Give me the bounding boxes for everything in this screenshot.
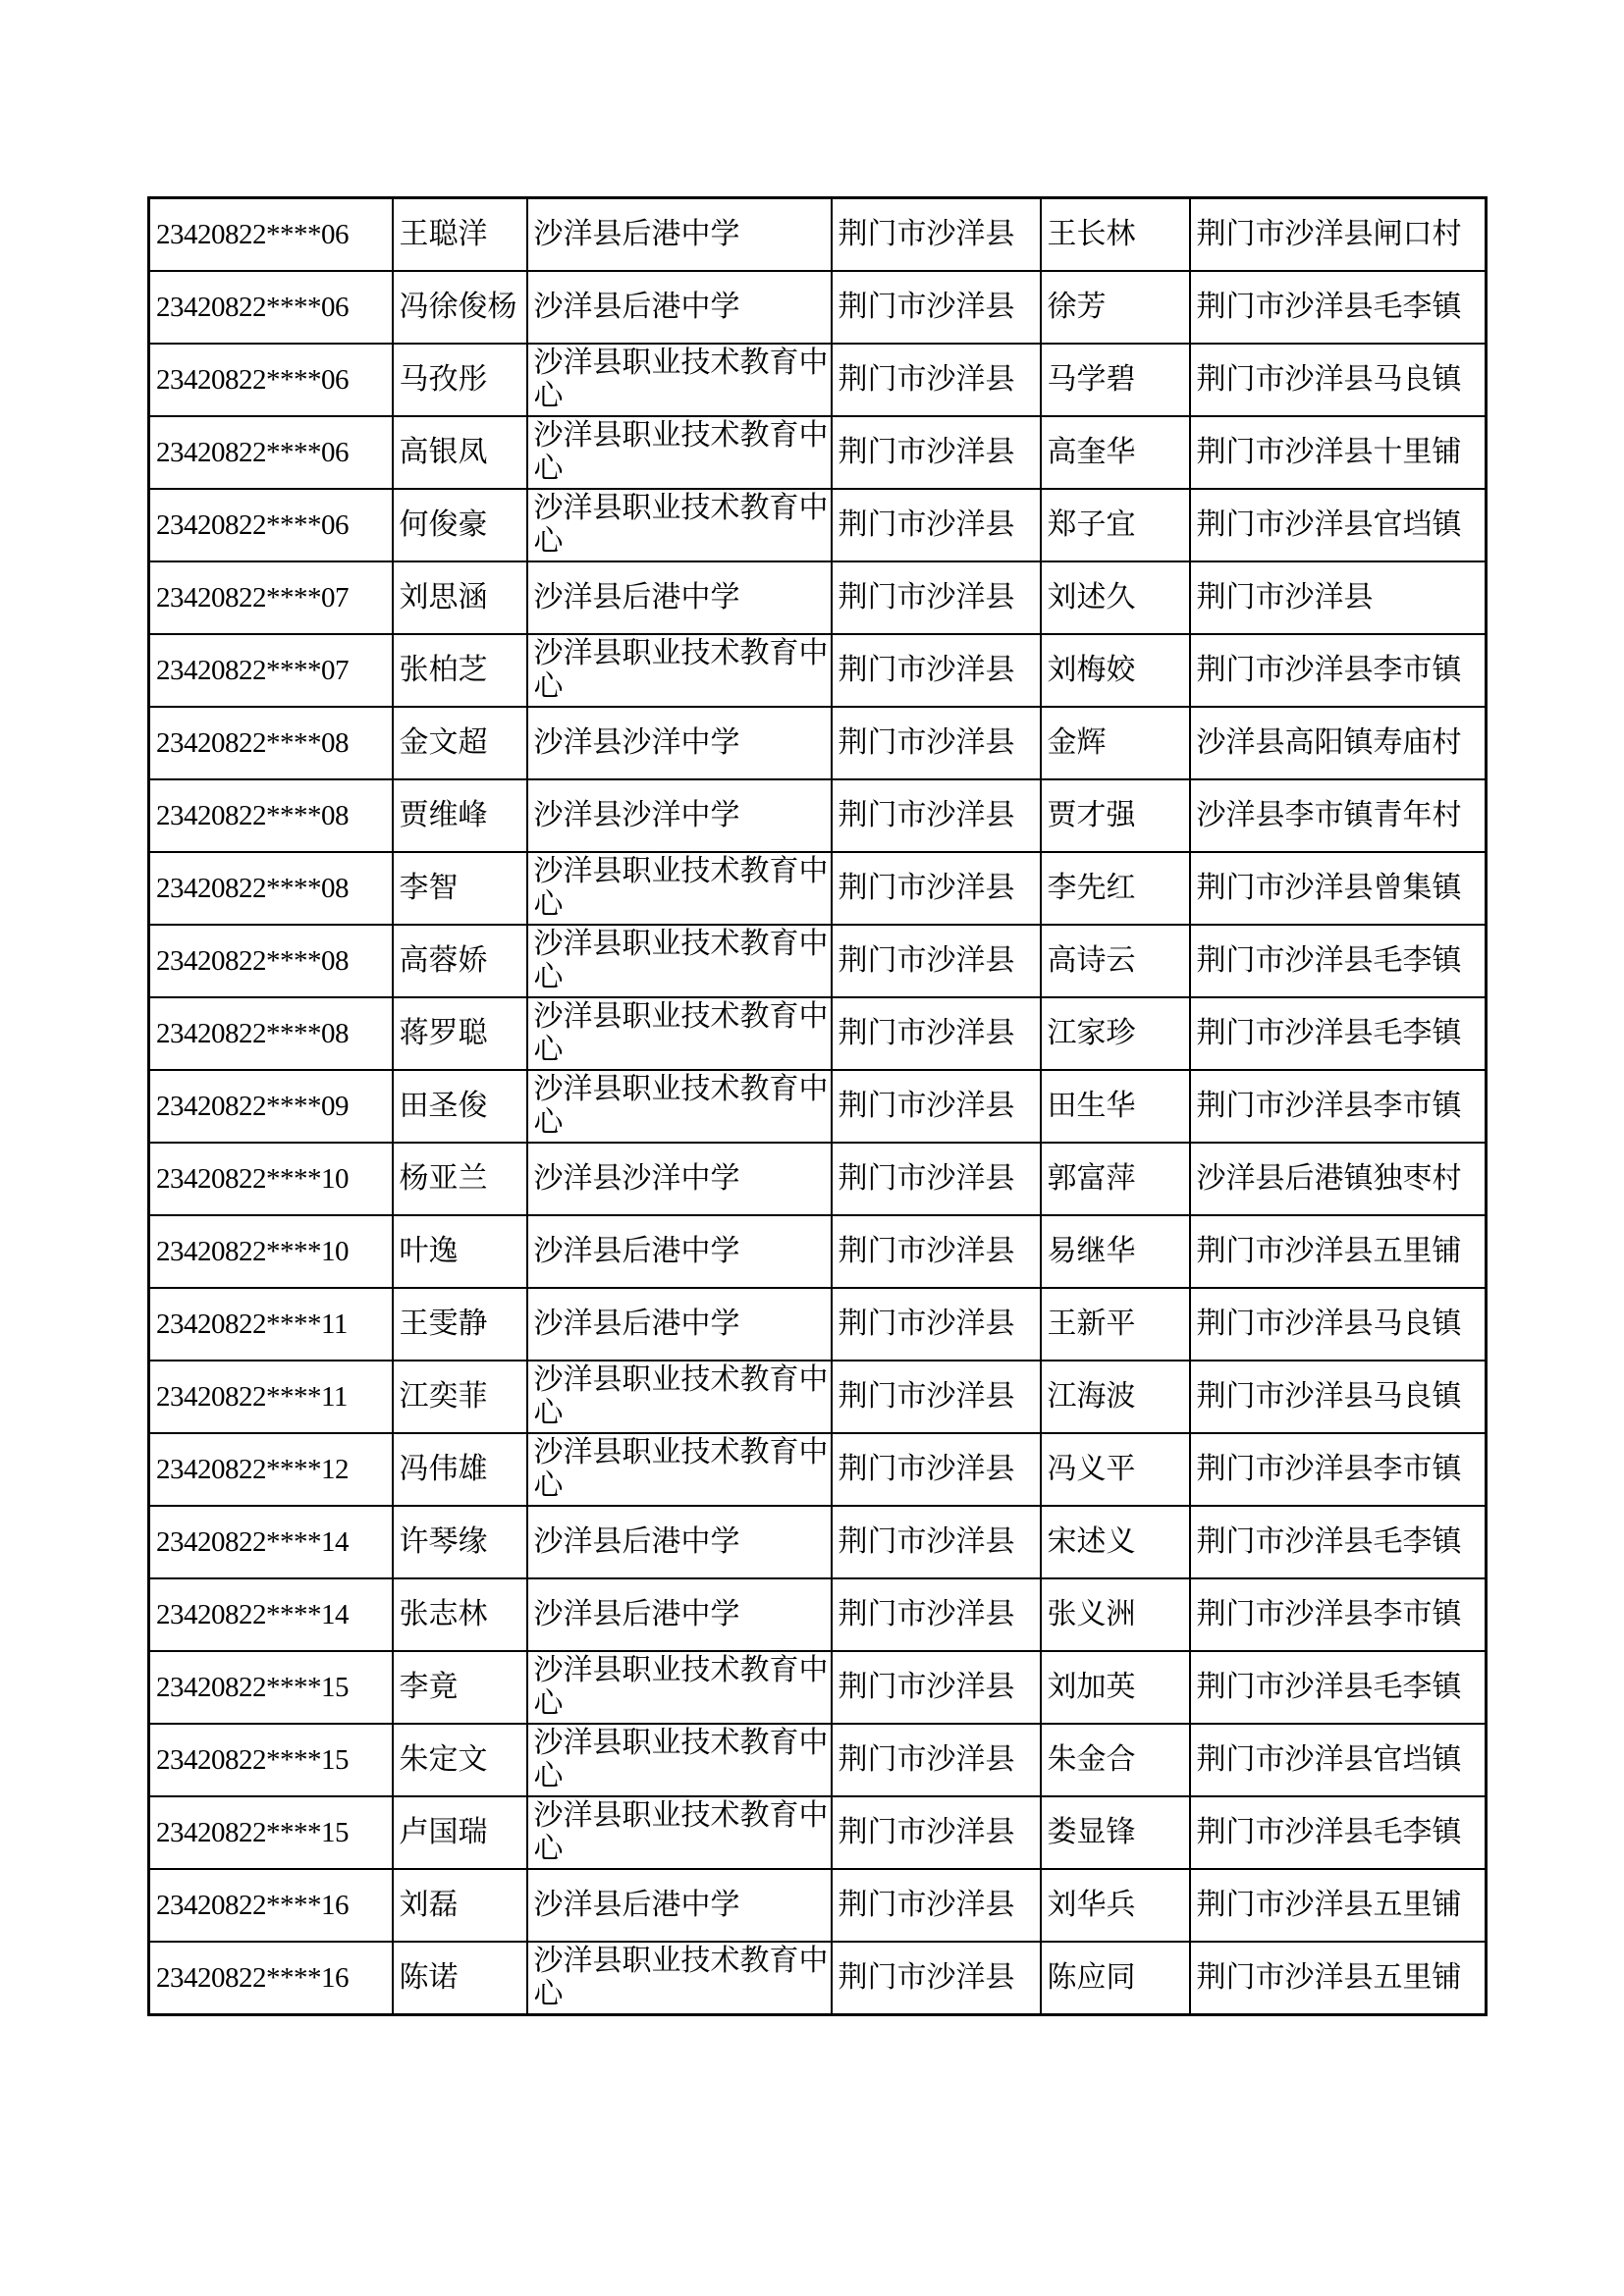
student-id-cell: 23420822****08 [149, 852, 393, 925]
address-cell: 荆门市沙洋县五里铺 [1190, 1869, 1487, 1942]
guardian-name-cell: 高奎华 [1041, 416, 1190, 489]
guardian-name-cell: 刘华兵 [1041, 1869, 1190, 1942]
address-cell: 荆门市沙洋县毛李镇 [1190, 925, 1487, 997]
school-cell: 沙洋县职业技术教育中心 [527, 1942, 832, 2015]
guardian-name-cell: 朱金合 [1041, 1724, 1190, 1796]
table-row [149, 925, 1487, 997]
student-id-cell: 23420822****06 [149, 344, 393, 416]
address-cell: 沙洋县后港镇独枣村 [1190, 1143, 1487, 1215]
guardian-name-cell: 易继华 [1041, 1215, 1190, 1288]
table-row [149, 1869, 1487, 1942]
region-cell: 荆门市沙洋县 [832, 198, 1041, 272]
address-cell: 荆门市沙洋县李市镇 [1190, 1070, 1487, 1143]
school-cell: 沙洋县职业技术教育中心 [527, 852, 832, 925]
student-name-cell: 王聪洋 [393, 198, 527, 272]
region-cell: 荆门市沙洋县 [832, 925, 1041, 997]
region-cell: 荆门市沙洋县 [832, 1070, 1041, 1143]
student-name-cell: 杨亚兰 [393, 1143, 527, 1215]
region-cell: 荆门市沙洋县 [832, 779, 1041, 852]
school-cell: 沙洋县职业技术教育中心 [527, 634, 832, 707]
school-cell: 沙洋县后港中学 [527, 1506, 832, 1578]
student-id-cell: 23420822****08 [149, 707, 393, 779]
table-row [149, 489, 1487, 561]
school-cell: 沙洋县后港中学 [527, 1578, 832, 1651]
student-name-cell: 高蓉娇 [393, 925, 527, 997]
school-cell: 沙洋县职业技术教育中心 [527, 1361, 832, 1433]
student-name-cell: 马孜彤 [393, 344, 527, 416]
guardian-name-cell: 刘加英 [1041, 1651, 1190, 1724]
address-cell: 荆门市沙洋县马良镇 [1190, 1288, 1487, 1361]
student-name-cell: 陈诺 [393, 1942, 527, 2015]
student-id-cell: 23420822****08 [149, 925, 393, 997]
school-cell: 沙洋县沙洋中学 [527, 707, 832, 779]
address-cell: 荆门市沙洋县马良镇 [1190, 344, 1487, 416]
address-cell: 荆门市沙洋县十里铺 [1190, 416, 1487, 489]
address-cell: 荆门市沙洋县官垱镇 [1190, 489, 1487, 561]
region-cell: 荆门市沙洋县 [832, 1578, 1041, 1651]
region-cell: 荆门市沙洋县 [832, 489, 1041, 561]
table-row [149, 997, 1487, 1070]
guardian-name-cell: 冯义平 [1041, 1433, 1190, 1506]
roster-table-body [149, 198, 1487, 2015]
student-id-cell: 23420822****16 [149, 1942, 393, 2015]
student-name-cell: 李竟 [393, 1651, 527, 1724]
guardian-name-cell: 陈应同 [1041, 1942, 1190, 2015]
address-cell: 荆门市沙洋县李市镇 [1190, 1578, 1487, 1651]
school-cell: 沙洋县沙洋中学 [527, 779, 832, 852]
table-row [149, 1506, 1487, 1578]
student-id-cell: 23420822****08 [149, 997, 393, 1070]
school-cell: 沙洋县职业技术教育中心 [527, 925, 832, 997]
school-cell: 沙洋县职业技术教育中心 [527, 997, 832, 1070]
address-cell: 荆门市沙洋县闸口村 [1190, 198, 1487, 272]
table-row [149, 561, 1487, 634]
table-row [149, 1651, 1487, 1724]
student-name-cell: 江奕菲 [393, 1361, 527, 1433]
region-cell: 荆门市沙洋县 [832, 1288, 1041, 1361]
student-name-cell: 何俊豪 [393, 489, 527, 561]
table-row [149, 416, 1487, 489]
student-name-cell: 卢国瑞 [393, 1796, 527, 1869]
student-name-cell: 朱定文 [393, 1724, 527, 1796]
school-cell: 沙洋县沙洋中学 [527, 1143, 832, 1215]
student-name-cell: 高银凤 [393, 416, 527, 489]
table-row [149, 634, 1487, 707]
region-cell: 荆门市沙洋县 [832, 1433, 1041, 1506]
guardian-name-cell: 郭富萍 [1041, 1143, 1190, 1215]
student-id-cell: 23420822****12 [149, 1433, 393, 1506]
student-name-cell: 李智 [393, 852, 527, 925]
student-id-cell: 23420822****15 [149, 1724, 393, 1796]
school-cell: 沙洋县后港中学 [527, 1215, 832, 1288]
region-cell: 荆门市沙洋县 [832, 1215, 1041, 1288]
address-cell: 沙洋县高阳镇寿庙村 [1190, 707, 1487, 779]
table-row [149, 271, 1487, 344]
student-name-cell: 张志林 [393, 1578, 527, 1651]
student-id-cell: 23420822****06 [149, 416, 393, 489]
address-cell: 荆门市沙洋县曾集镇 [1190, 852, 1487, 925]
region-cell: 荆门市沙洋县 [832, 1361, 1041, 1433]
table-row [149, 198, 1487, 272]
region-cell: 荆门市沙洋县 [832, 997, 1041, 1070]
region-cell: 荆门市沙洋县 [832, 1143, 1041, 1215]
roster-table [147, 196, 1488, 2016]
guardian-name-cell: 娄显锋 [1041, 1796, 1190, 1869]
region-cell: 荆门市沙洋县 [832, 416, 1041, 489]
student-id-cell: 23420822****06 [149, 198, 393, 272]
student-name-cell: 张柏芝 [393, 634, 527, 707]
student-id-cell: 23420822****11 [149, 1361, 393, 1433]
region-cell: 荆门市沙洋县 [832, 1651, 1041, 1724]
guardian-name-cell: 金辉 [1041, 707, 1190, 779]
student-id-cell: 23420822****15 [149, 1651, 393, 1724]
school-cell: 沙洋县后港中学 [527, 271, 832, 344]
guardian-name-cell: 江家珍 [1041, 997, 1190, 1070]
address-cell: 荆门市沙洋县毛李镇 [1190, 1651, 1487, 1724]
student-name-cell: 王雯静 [393, 1288, 527, 1361]
school-cell: 沙洋县职业技术教育中心 [527, 344, 832, 416]
address-cell: 荆门市沙洋县官垱镇 [1190, 1724, 1487, 1796]
student-id-cell: 23420822****06 [149, 489, 393, 561]
student-name-cell: 蒋罗聪 [393, 997, 527, 1070]
school-cell: 沙洋县职业技术教育中心 [527, 1070, 832, 1143]
address-cell: 荆门市沙洋县五里铺 [1190, 1215, 1487, 1288]
student-name-cell: 冯徐俊杨 [393, 271, 527, 344]
table-row [149, 1796, 1487, 1869]
address-cell: 荆门市沙洋县毛李镇 [1190, 1506, 1487, 1578]
student-id-cell: 23420822****15 [149, 1796, 393, 1869]
address-cell: 荆门市沙洋县毛李镇 [1190, 1796, 1487, 1869]
region-cell: 荆门市沙洋县 [832, 271, 1041, 344]
school-cell: 沙洋县后港中学 [527, 561, 832, 634]
student-name-cell: 叶逸 [393, 1215, 527, 1288]
student-id-cell: 23420822****10 [149, 1143, 393, 1215]
school-cell: 沙洋县职业技术教育中心 [527, 1433, 832, 1506]
school-cell: 沙洋县职业技术教育中心 [527, 416, 832, 489]
student-name-cell: 刘磊 [393, 1869, 527, 1942]
student-id-cell: 23420822****14 [149, 1506, 393, 1578]
guardian-name-cell: 江海波 [1041, 1361, 1190, 1433]
region-cell: 荆门市沙洋县 [832, 344, 1041, 416]
address-cell: 荆门市沙洋县李市镇 [1190, 634, 1487, 707]
guardian-name-cell: 王新平 [1041, 1288, 1190, 1361]
table-row [149, 344, 1487, 416]
guardian-name-cell: 徐芳 [1041, 271, 1190, 344]
student-id-cell: 23420822****07 [149, 634, 393, 707]
table-row [149, 707, 1487, 779]
student-id-cell: 23420822****08 [149, 779, 393, 852]
region-cell: 荆门市沙洋县 [832, 1796, 1041, 1869]
region-cell: 荆门市沙洋县 [832, 1506, 1041, 1578]
guardian-name-cell: 刘梅姣 [1041, 634, 1190, 707]
student-name-cell: 田圣俊 [393, 1070, 527, 1143]
table-row [149, 1361, 1487, 1433]
school-cell: 沙洋县职业技术教育中心 [527, 1724, 832, 1796]
school-cell: 沙洋县后港中学 [527, 1288, 832, 1361]
table-row [149, 1070, 1487, 1143]
student-id-cell: 23420822****14 [149, 1578, 393, 1651]
table-row [149, 1215, 1487, 1288]
student-id-cell: 23420822****09 [149, 1070, 393, 1143]
table-row [149, 1143, 1487, 1215]
student-name-cell: 刘思涵 [393, 561, 527, 634]
guardian-name-cell: 张义洲 [1041, 1578, 1190, 1651]
guardian-name-cell: 王长林 [1041, 198, 1190, 272]
guardian-name-cell: 郑子宜 [1041, 489, 1190, 561]
region-cell: 荆门市沙洋县 [832, 1724, 1041, 1796]
table-row [149, 1578, 1487, 1651]
table-row [149, 852, 1487, 925]
guardian-name-cell: 贾才强 [1041, 779, 1190, 852]
table-row [149, 1724, 1487, 1796]
school-cell: 沙洋县职业技术教育中心 [527, 1651, 832, 1724]
student-id-cell: 23420822****11 [149, 1288, 393, 1361]
guardian-name-cell: 田生华 [1041, 1070, 1190, 1143]
address-cell: 沙洋县李市镇青年村 [1190, 779, 1487, 852]
table-row [149, 779, 1487, 852]
student-id-cell: 23420822****10 [149, 1215, 393, 1288]
address-cell: 荆门市沙洋县 [1190, 561, 1487, 634]
guardian-name-cell: 宋述义 [1041, 1506, 1190, 1578]
table-row [149, 1433, 1487, 1506]
student-name-cell: 贾维峰 [393, 779, 527, 852]
guardian-name-cell: 刘述久 [1041, 561, 1190, 634]
region-cell: 荆门市沙洋县 [832, 1942, 1041, 2015]
student-id-cell: 23420822****06 [149, 271, 393, 344]
table-row [149, 1942, 1487, 2015]
address-cell: 荆门市沙洋县马良镇 [1190, 1361, 1487, 1433]
student-id-cell: 23420822****07 [149, 561, 393, 634]
guardian-name-cell: 高诗云 [1041, 925, 1190, 997]
guardian-name-cell: 马学碧 [1041, 344, 1190, 416]
address-cell: 荆门市沙洋县毛李镇 [1190, 997, 1487, 1070]
address-cell: 荆门市沙洋县李市镇 [1190, 1433, 1487, 1506]
school-cell: 沙洋县职业技术教育中心 [527, 1796, 832, 1869]
address-cell: 荆门市沙洋县五里铺 [1190, 1942, 1487, 2015]
region-cell: 荆门市沙洋县 [832, 634, 1041, 707]
school-cell: 沙洋县后港中学 [527, 198, 832, 272]
school-cell: 沙洋县后港中学 [527, 1869, 832, 1942]
table-row [149, 1288, 1487, 1361]
student-name-cell: 金文超 [393, 707, 527, 779]
student-name-cell: 许琴缘 [393, 1506, 527, 1578]
region-cell: 荆门市沙洋县 [832, 852, 1041, 925]
address-cell: 荆门市沙洋县毛李镇 [1190, 271, 1487, 344]
student-id-cell: 23420822****16 [149, 1869, 393, 1942]
student-name-cell: 冯伟雄 [393, 1433, 527, 1506]
region-cell: 荆门市沙洋县 [832, 1869, 1041, 1942]
guardian-name-cell: 李先红 [1041, 852, 1190, 925]
school-cell: 沙洋县职业技术教育中心 [527, 489, 832, 561]
region-cell: 荆门市沙洋县 [832, 561, 1041, 634]
region-cell: 荆门市沙洋县 [832, 707, 1041, 779]
